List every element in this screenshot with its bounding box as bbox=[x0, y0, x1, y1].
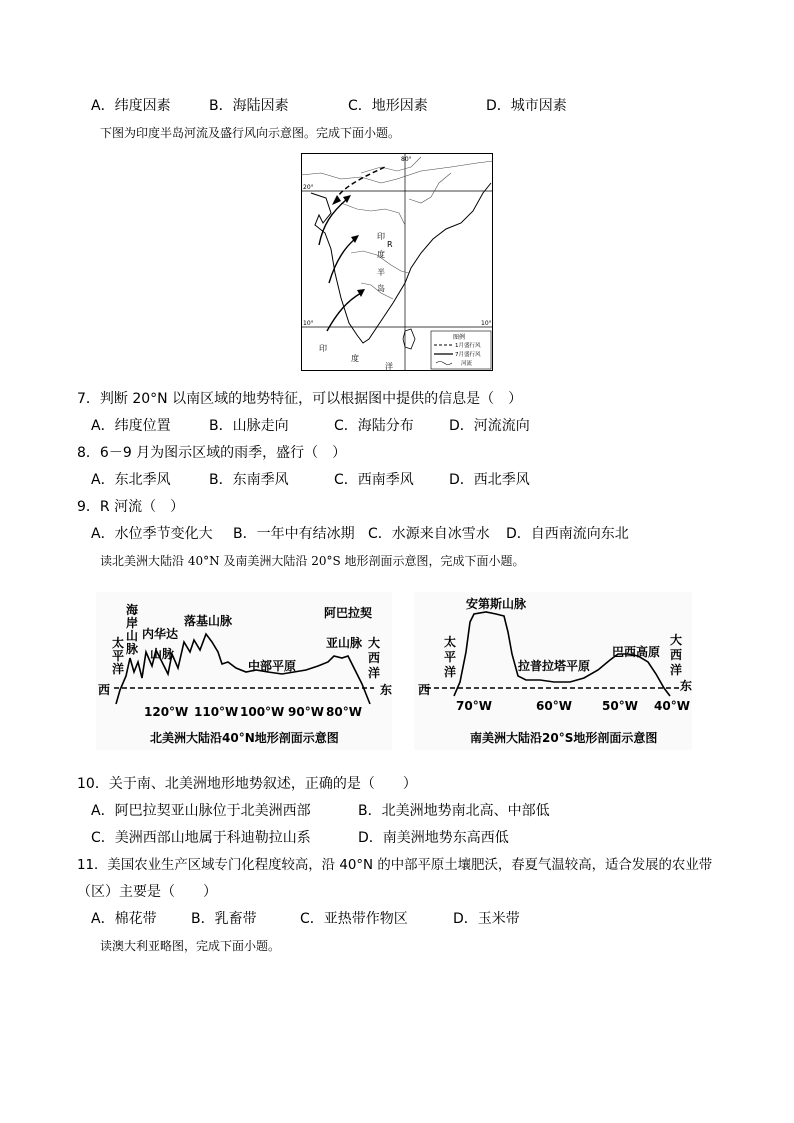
q11-stem-line2: （区）主要是（ ） bbox=[77, 884, 217, 900]
sa-east: 东 bbox=[680, 679, 692, 693]
na-caption: 北美洲大陆沿40°N地形剖面示意图 bbox=[150, 731, 339, 745]
label-r: R bbox=[387, 240, 393, 249]
na-tick-100: 100°W bbox=[240, 705, 285, 719]
q8-option-a: A．东北季风 bbox=[91, 472, 171, 488]
na-label-nevada-range: 山脉 bbox=[150, 647, 175, 661]
q11-option-b: B．乳畜带 bbox=[191, 911, 257, 927]
label-du: 度 bbox=[377, 250, 385, 259]
q7-option-a: A．纬度位置 bbox=[91, 418, 171, 434]
sa-atlantic-da: 大 bbox=[670, 633, 683, 647]
intro-australia: 读澳大利亚略图，完成下面小题。 bbox=[100, 939, 281, 953]
lat-bottom-right-label: 10° bbox=[481, 320, 492, 327]
na-west: 西 bbox=[98, 683, 111, 697]
q10-option-b: B．北美洲地势南北高、中部低 bbox=[358, 803, 550, 819]
lat-bottom-label: 10° bbox=[303, 320, 314, 327]
sa-pacific-tai: 太 bbox=[444, 635, 457, 649]
sa-brazil: 巴西高原 bbox=[612, 645, 661, 659]
na-label-hai: 海 bbox=[126, 603, 139, 617]
q10-option-a: A．阿巴拉契亚山脉位于北美洲西部 bbox=[91, 803, 311, 819]
legend-jul: 7月盛行风 bbox=[455, 352, 481, 358]
na-label-shan: 山 bbox=[126, 629, 139, 643]
na-tick-110: 110°W bbox=[194, 705, 239, 719]
q7-option-d: D．河流流向 bbox=[449, 418, 530, 434]
q10-stem: 10．关于南、北美洲地形地势叙述，正确的是（ ） bbox=[77, 776, 417, 792]
q8-option-d: D．西北季风 bbox=[449, 472, 530, 488]
q11-option-a: A．棉花带 bbox=[91, 911, 157, 927]
sa-pacific-ping: 平 bbox=[444, 650, 457, 664]
sa-andes: 安第斯山脉 bbox=[466, 597, 527, 611]
label-dao: 岛 bbox=[377, 284, 385, 293]
na-label-yang2: 洋 bbox=[368, 666, 381, 680]
sa-plata: 拉普拉塔平原 bbox=[518, 659, 591, 673]
sa-tick-40: 40°W bbox=[654, 699, 690, 713]
na-label-nevada: 内华达 bbox=[142, 627, 179, 641]
lon-label: 80° bbox=[401, 156, 412, 163]
q10-option-c: C．美洲西部山地属于科迪勒拉山系 bbox=[91, 830, 311, 846]
q11-option-d: D．玉米带 bbox=[453, 911, 520, 927]
q8-option-c: C．西南季风 bbox=[334, 472, 414, 488]
na-label-mai: 脉 bbox=[126, 642, 139, 656]
label-ban: 半 bbox=[377, 268, 385, 277]
q11-stem-line1: 11．美国农业生产区域专门化程度较高，沿 40°N 的中部平原土壤肥沃，春夏气温较高，适合发展的农业带 bbox=[77, 858, 713, 873]
legend-title: 图例 bbox=[453, 334, 466, 341]
sa-tick-70: 70°W bbox=[456, 699, 492, 713]
q10-option-d: D．南美洲地势东高西低 bbox=[358, 830, 509, 846]
q7-stem: 7．判断 20°N 以南区域的地势特征，可以根据图中提供的信息是（ ） bbox=[77, 391, 523, 407]
na-label-an: 岸 bbox=[126, 616, 139, 630]
na-tick-90: 90°W bbox=[288, 705, 324, 719]
na-east: 东 bbox=[380, 683, 392, 697]
sa-tick-60: 60°W bbox=[536, 699, 572, 713]
q6-option-a: A．纬度因素 bbox=[91, 98, 171, 114]
q9-stem: 9．R 河流（ ） bbox=[77, 499, 185, 515]
q8-option-b: B．东南季风 bbox=[209, 472, 289, 488]
q9-option-b: B．一年中有结冰期 bbox=[233, 526, 355, 542]
na-profile-figure bbox=[96, 592, 392, 750]
india-map-figure bbox=[301, 153, 493, 371]
label-yin: 印 bbox=[377, 232, 385, 241]
q7-option-c: C．海陆分布 bbox=[334, 418, 414, 434]
na-label-yang: 洋 bbox=[112, 662, 125, 676]
na-label-appalachian-range: 亚山脉 bbox=[326, 636, 363, 650]
na-label-rocky: 落基山脉 bbox=[184, 614, 233, 628]
q9-option-d: D．自西南流向东北 bbox=[506, 526, 629, 542]
sa-caption: 南美洲大陆沿20°S地形剖面示意图 bbox=[470, 731, 658, 745]
na-label-da: 大 bbox=[368, 636, 381, 650]
na-tick-120: 120°W bbox=[144, 705, 189, 719]
q11-option-c: C．亚热带作物区 bbox=[300, 911, 408, 927]
na-label-appalachian: 阿巴拉契 bbox=[324, 606, 373, 620]
legend-river: 河流 bbox=[461, 361, 473, 367]
na-label-tai: 太 bbox=[112, 636, 125, 650]
q6-option-d: D．城市因素 bbox=[486, 98, 567, 114]
legend-jan: 1月盛行风 bbox=[455, 343, 481, 349]
sa-profile-figure bbox=[414, 592, 692, 750]
sa-atlantic-yang: 洋 bbox=[670, 663, 683, 677]
q9-option-c: C．水源来自冰雪水 bbox=[368, 526, 490, 542]
sa-west: 西 bbox=[418, 683, 431, 697]
sa-atlantic-xi: 西 bbox=[670, 648, 683, 662]
sa-pacific-yang: 洋 bbox=[444, 665, 457, 679]
na-tick-80: 80°W bbox=[326, 705, 362, 719]
q6-option-b: B．海陆因素 bbox=[209, 98, 289, 114]
lat-top-label: 20° bbox=[303, 184, 314, 191]
intro-profiles: 读北美洲大陆沿 40°N 及南美洲大陆沿 20°S 地形剖面示意图，完成下面小题。 bbox=[100, 554, 525, 568]
intro-india-map: 下图为印度半岛河流及盛行风向示意图。完成下面小题。 bbox=[100, 126, 401, 140]
q9-option-a: A．水位季节变化大 bbox=[91, 526, 213, 542]
ocean-yin: 印 bbox=[319, 344, 327, 353]
q6-option-c: C．地形因素 bbox=[348, 98, 428, 114]
na-label-ping: 平 bbox=[112, 649, 125, 663]
na-label-xi: 西 bbox=[368, 651, 381, 665]
ocean-yang: 洋 bbox=[385, 362, 393, 371]
q8-stem: 8．6－9 月为图示区域的雨季，盛行（ ） bbox=[77, 445, 347, 461]
na-label-central-plain: 中部平原 bbox=[248, 659, 297, 673]
ocean-du: 度 bbox=[351, 354, 359, 363]
sa-tick-50: 50°W bbox=[602, 699, 638, 713]
q7-option-b: B．山脉走向 bbox=[209, 418, 289, 434]
